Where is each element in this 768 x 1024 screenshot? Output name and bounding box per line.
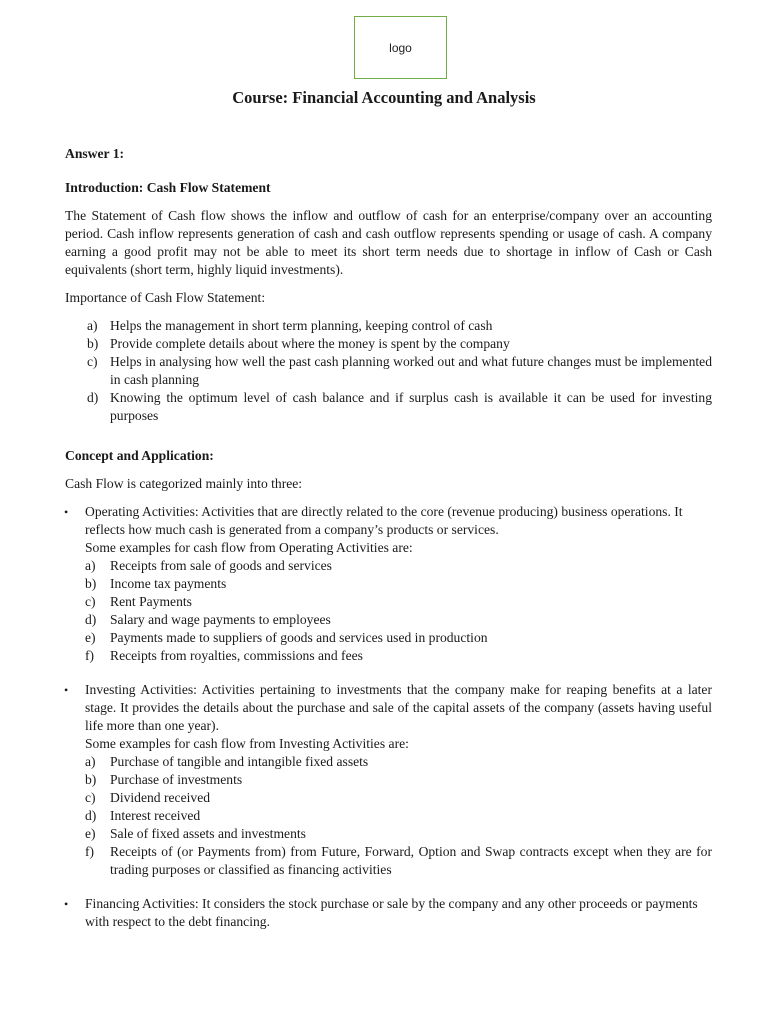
bullet-icon: • <box>64 505 69 519</box>
investing-description: Investing Activities: Activities pertaining to investments that the company make for reaping benefits at a later stage. It provides the details about the purchase and sale of the capital assets of the company (assets having useful life more than one year). <box>85 682 712 733</box>
operating-description: Operating Activities: Activities that are directly related to the core (revenue producing) business operations. It reflects how much cash is generated from a company’s products or services. <box>85 504 683 537</box>
list-item: d) Interest received <box>85 808 201 823</box>
importance-list <box>65 317 712 425</box>
list-item: b) Provide complete details about where the money is spent by the company <box>87 336 510 351</box>
operating-list <box>85 557 712 665</box>
list-item: a) Purchase of tangible and intangible fixed assets <box>85 754 369 769</box>
intro-heading: Introduction: Cash Flow Statement <box>65 180 271 195</box>
list-item: b) Income tax payments <box>85 576 227 591</box>
list-item: c) Rent Payments <box>85 594 192 609</box>
document-body <box>65 145 712 931</box>
list-item: e) Sale of fixed assets and investments <box>85 826 306 841</box>
investing-examples-intro: Some examples for cash flow from Investing Activities are: <box>85 736 409 751</box>
operating-examples-intro: Some examples for cash flow from Operating Activities are: <box>85 540 413 555</box>
operating-activities-section <box>65 503 712 665</box>
list-item: e) Payments made to suppliers of goods and services used in production <box>85 630 488 645</box>
list-item: f) Receipts of (or Payments from) from Future, Forward, Option and Swap contracts except when they are for trading purposes or classified as financing activities <box>85 844 712 877</box>
list-item: f) Receipts from royalties, commissions and fees <box>85 648 363 663</box>
intro-paragraph: The Statement of Cash flow shows the inflow and outflow of cash for an enterprise/company over an accounting period. Cash inflow represents generation of cash and cash outflow represents spending or usage of cash. A company earning a good profit may not be able to meet its short term needs due to shortage in inflow of Cash or Cash equivalents (short term, highly liquid investments). <box>65 208 712 277</box>
investing-activities-section <box>65 681 712 879</box>
list-item: d) Knowing the optimum level of cash balance and if surplus cash is available it can be used for investing purposes <box>87 390 712 423</box>
bullet-icon: • <box>64 683 69 697</box>
answer-heading: Answer 1: <box>65 146 125 161</box>
list-item: d) Salary and wage payments to employees <box>85 612 331 627</box>
financing-activities-section <box>65 895 712 931</box>
bullet-icon: • <box>64 897 69 911</box>
financing-description: Financing Activities: It considers the stock purchase or sale by the company and any other proceeds or payments with respect to the debt financing. <box>85 896 698 929</box>
list-item: b) Purchase of investments <box>85 772 243 787</box>
investing-list <box>85 753 712 879</box>
page-title: Course: Financial Accounting and Analysis <box>232 88 536 107</box>
concept-intro: Cash Flow is categorized mainly into three: <box>65 476 303 491</box>
logo-text: logo <box>389 40 412 55</box>
list-item: c) Dividend received <box>85 790 211 805</box>
concept-heading: Concept and Application: <box>65 448 214 463</box>
list-item: c) Helps in analysing how well the past cash planning worked out and what future changes must be implemented in cash planning <box>87 354 712 387</box>
list-item: a) Helps the management in short term planning, keeping control of cash <box>87 318 493 333</box>
logo <box>354 16 447 79</box>
list-item: a) Receipts from sale of goods and services <box>85 558 332 573</box>
importance-heading: Importance of Cash Flow Statement: <box>65 290 266 305</box>
